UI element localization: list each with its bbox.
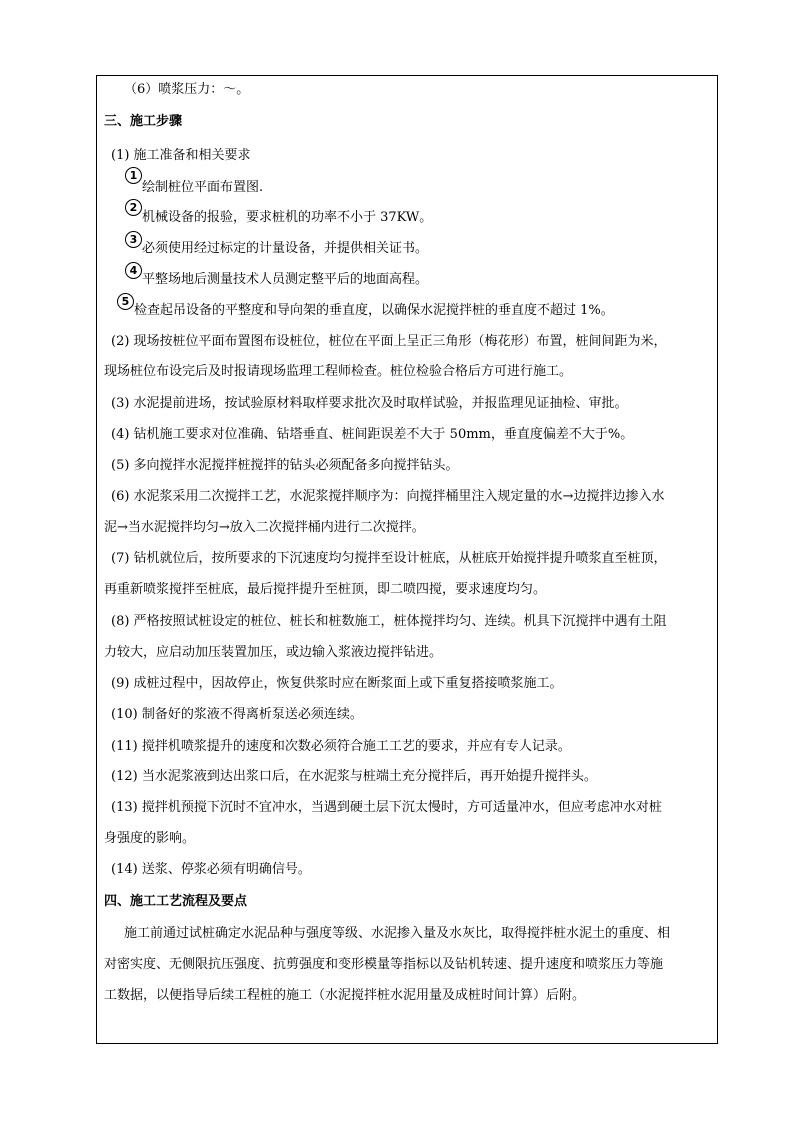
circled-number-3: 3 [125,231,142,248]
step-7-line-2: 再重新喷浆搅拌至桩底，最后搅拌提升至桩顶，即二喷四搅，要求速度均匀。 [104,582,547,597]
step-10: (10) 制备好的浆液不得离析泵送必须连续。 [111,707,363,722]
step-4: (4) 钻机施工要求对位准确、钻塔垂直、桩间距误差不大于 50mm，垂直度偏差不大于%。 [111,427,634,442]
section-4-heading: 四、施工工艺流程及要点 [104,894,248,909]
step-9: (9) 成桩过程中，因故停止，恢复供浆时应在断浆面上或下重复搭接喷浆施工。 [111,676,563,691]
circled-number-1: 1 [125,167,142,184]
section-3-heading: 三、施工步骤 [104,114,183,129]
step-12: (12) 当水泥浆液到达出浆口后，在水泥浆与桩端土充分搅拌后，再开始提升搅拌头。 [111,769,597,784]
step-6-line-2: 泥→当水泥搅拌均匀→放入二次搅拌桶内进行二次搅拌。 [104,520,425,535]
step-1-heading: (1) 施工准备和相关要求 [111,148,251,163]
circled-number-4: 4 [125,262,142,279]
step-1-item-3: 必须使用经过标定的计量设备，并提供相关证书。 [142,241,429,256]
step-1-item-1: 绘制桩位平面布置图. [142,180,264,195]
step-2-line-2: 现场桩位布设完后及时报请现场监理工程师检查。桩位检验合格后方可进行施工。 [104,364,573,379]
step-11: (11) 搅拌机喷浆提升的速度和次数必须符合施工工艺的要求，并应有专人记录。 [111,739,571,754]
step-8-line-2: 力较大，应启动加压装置加压，或边输入浆液边搅拌钻进。 [104,645,443,660]
circled-number-5: 5 [117,293,134,310]
section-4-para-line-2: 对密实度、无侧限抗压强度、抗剪强度和变形模量等指标以及钻机转速、提升速度和喷浆压力等施 [104,957,664,972]
step-7-line-1: (7) 钻机就位后，按所要求的下沉速度均匀搅拌至设计桩底，从桩底开始搅拌提升喷浆直至桩顶， [111,551,667,566]
step-1-item-2: 机械设备的报验，要求桩机的功率不小于 37KW。 [142,210,433,225]
circled-number-2: 2 [125,199,142,216]
step-13-line-2: 身强度的影响。 [104,831,196,846]
step-1-item-4: 平整场地后测量技术人员测定整平后的地面高程。 [142,272,429,287]
step-1-item-5: 检查起吊设备的平整度和导向架的垂直度，以确保水泥搅拌桩的垂直度不超过 1%。 [134,303,614,318]
step-8-line-1: (8) 严格按照试桩设定的桩位、桩长和桩数施工，桩体搅拌均匀、连续。机具下沉搅拌中遇有土阻 [111,614,667,629]
step-6-line-1: (6) 水泥浆采用二次搅拌工艺，水泥浆搅拌顺序为：向搅拌桶里注入规定量的水→边搅拌边掺入水 [111,489,665,504]
spray-pressure-line: （6）喷浆压力：～。 [124,82,250,97]
step-13-line-1: (13) 搅拌机预搅下沉时不宜冲水，当遇到硬土层下沉太慢时，方可适量冲水，但应考虑冲水对桩 [111,800,662,815]
step-2-line-1: (2) 现场按桩位平面布置图布设桩位，桩位在平面上呈正三角形（梅花形）布置，桩间间距为米， [111,334,667,349]
step-14: (14) 送浆、停浆必须有明确信号。 [111,862,311,877]
step-3: (3) 水泥提前进场，按试验原材料取样要求批次及时取样试验，并报监理见证抽检、审批。 [111,396,628,411]
step-5: (5) 多向搅拌水泥搅拌桩搅拌的钻头必须配备多向搅拌钻头。 [111,458,459,473]
section-4-para-line-1: 施工前通过试桩确定水泥品种与强度等级、水泥掺入量及水灰比，取得搅拌桩水泥土的重度、相 [124,926,671,941]
section-4-para-line-3: 工数据，以便指导后续工程桩的施工（水泥搅拌桩水泥用量及成桩时间计算）后附。 [104,988,586,1003]
